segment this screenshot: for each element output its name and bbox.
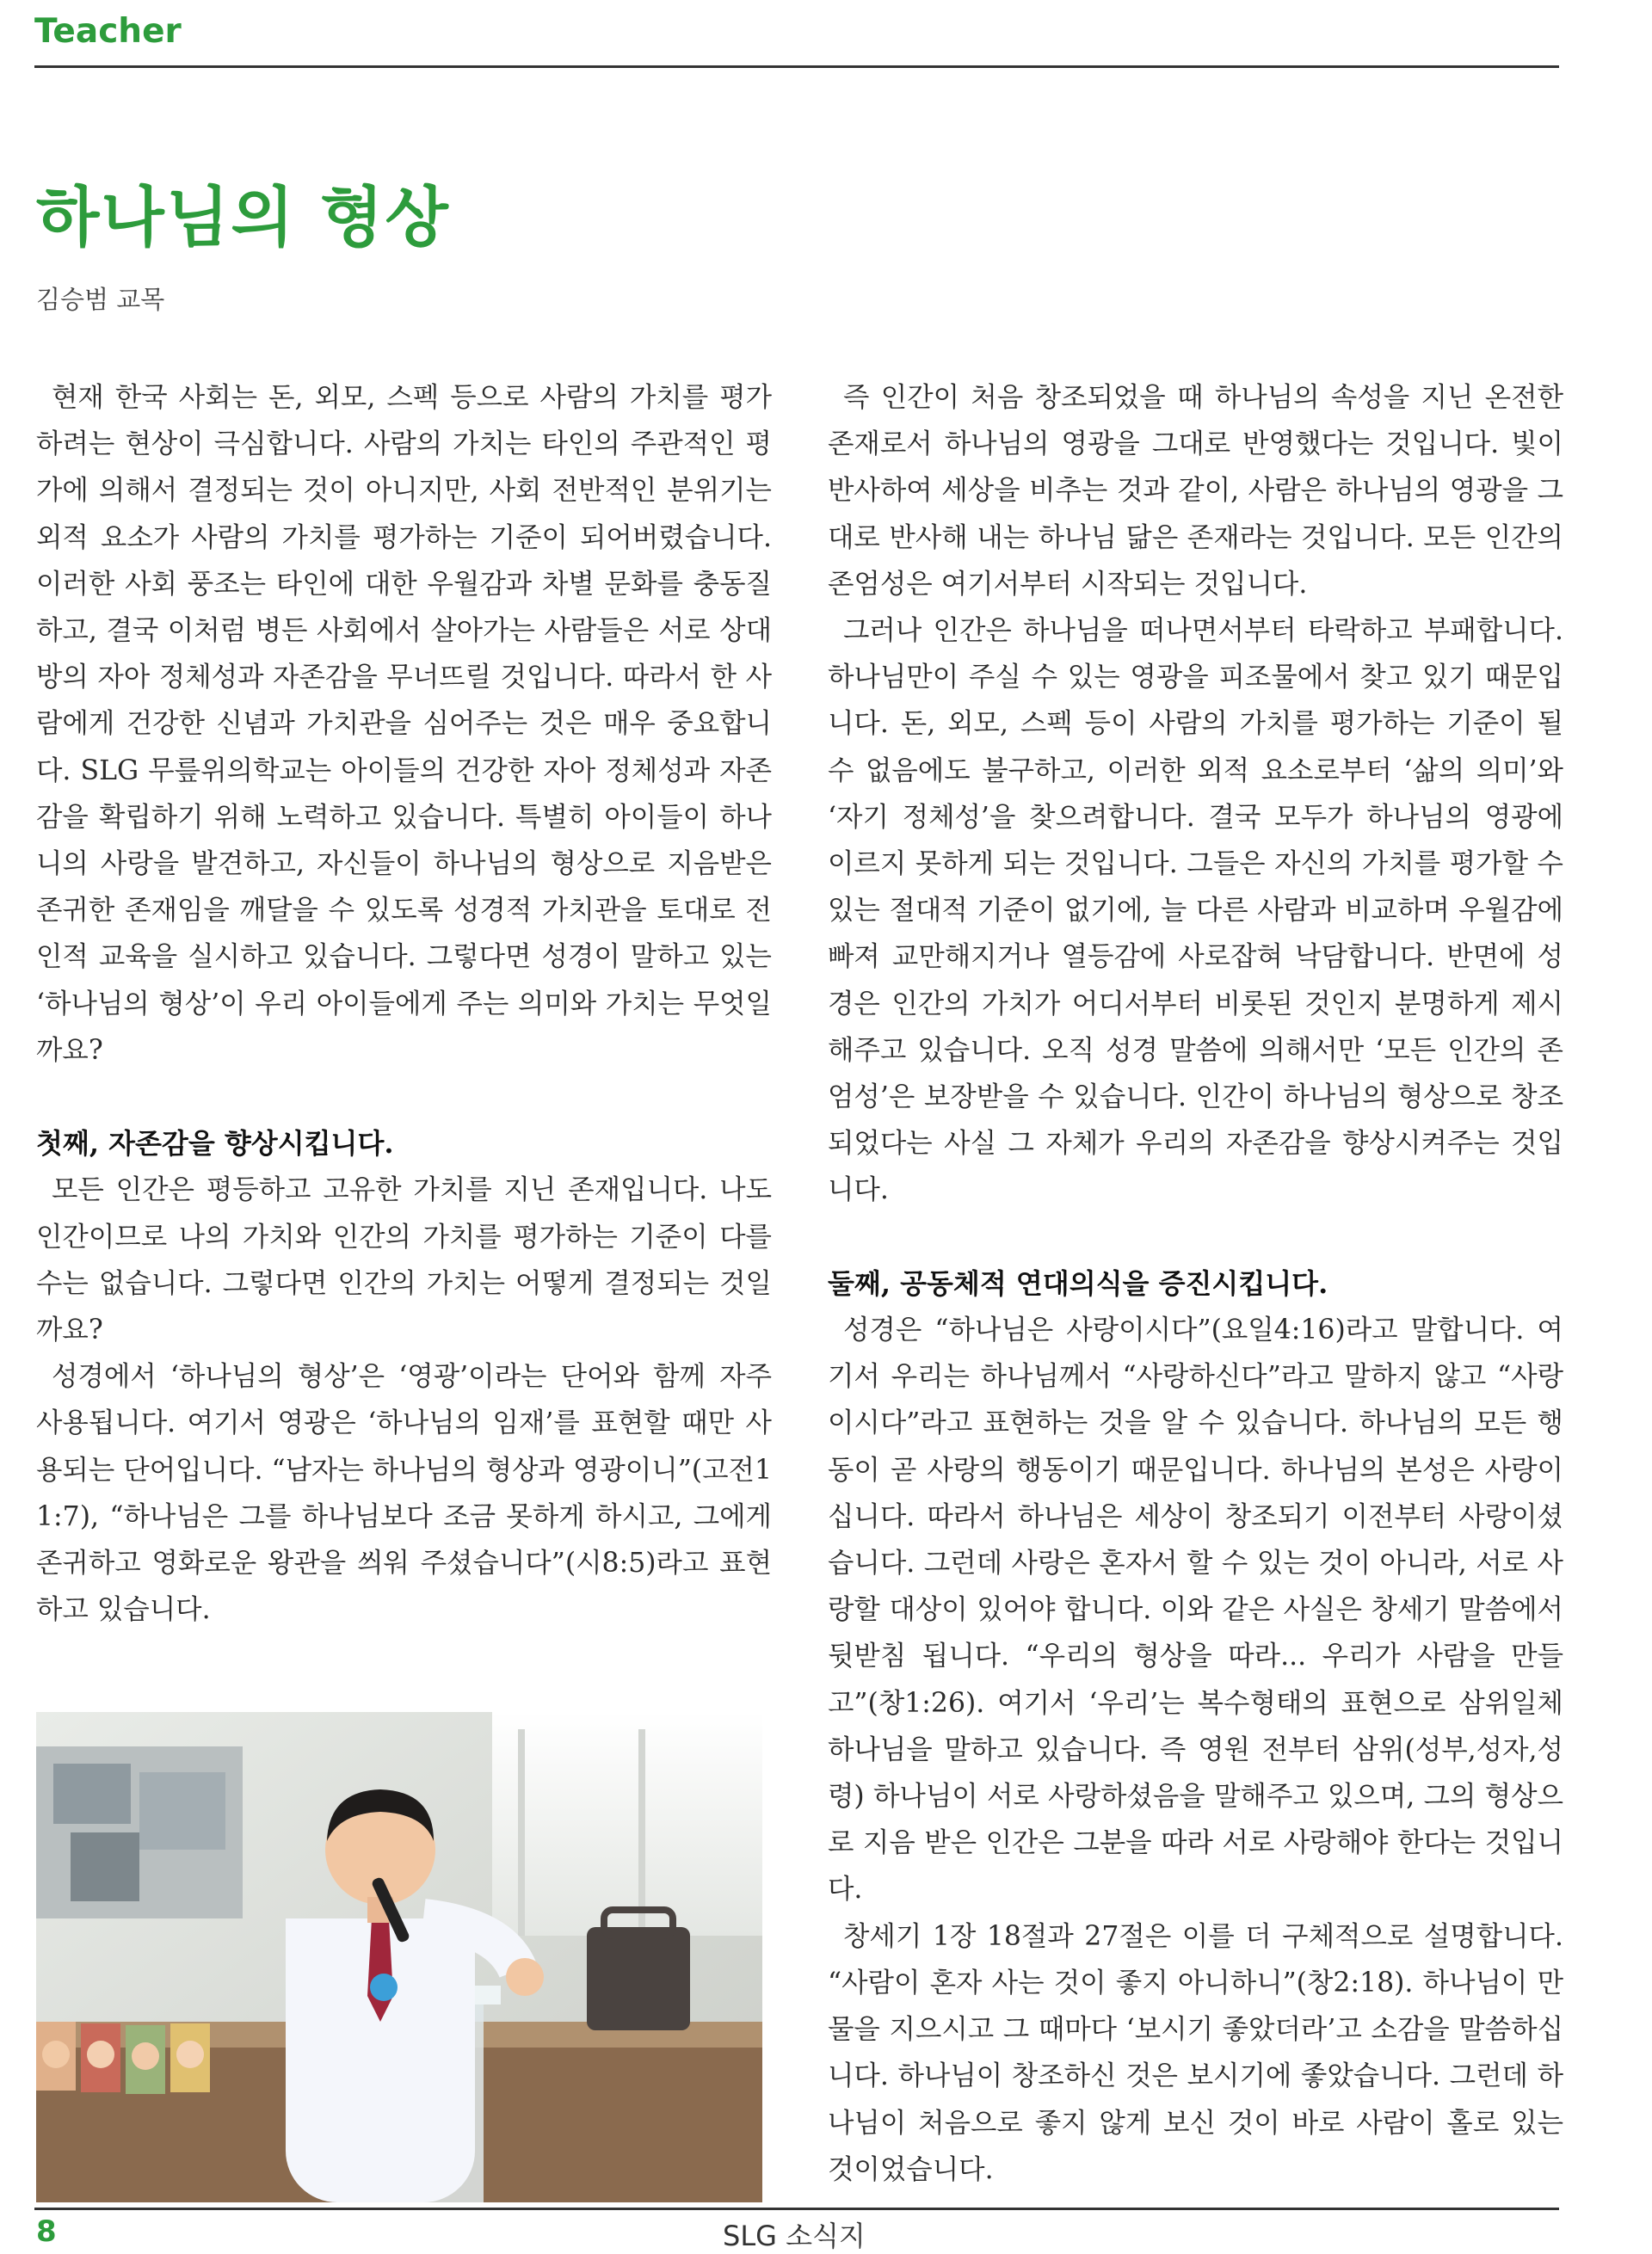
section-heading: 첫째, 자존감을 향상시킵니다. [36,1127,394,1161]
paragraph: 그러나 인간은 하나님을 떠나면서부터 타락하고 부패합니다. 하나님만이 주실 수 있는 영광을 피조물에서 찾고 있기 때문입니다. 돈, 외모, 스펙 등이 사람의 가치를 평가하는 기준이 될 수 없음에도 불구하고, 이러한 외적 요소로부터 ‘삶의 의미’와 ‘자기 정체성’을 찾으려합니다. 결국 모두가 하나님의 영광에 이르지 못하게 되는 것입니다. 그들은 자신의 가치를 평가할 수 있는 절대적 기준이 없기에, 늘 다른 사람과 비교하며 우월감에 빠져 교만해지거나 열등감에 사로잡혀 낙담합니다. 반면에 성경은 인간의 가치가 어디서부터 비롯된 것인지 분명하게 제시해주고 있습니다. 오직 성경 말씀에 의해서만 ‘모든 인간의 존엄성’은 보장받을 수 있습니다. 인간이 하나님의 형상으로 창조되었다는 사실 그 자체가 우리의 자존감을 향상시켜주는 것입니다. [828,615,1563,1206]
section-label: Teacher [34,12,182,51]
paragraph: 즉 인간이 처음 창조되었을 때 하나님의 속성을 지닌 온전한 존재로서 하나님의 영광을 그대로 반영했다는 것입니다. 빛이 반사하여 세상을 비추는 것과 같이, 사람은 하나님의 영광을 그대로 반사해 내는 하나님 닮은 존재라는 것입니다. 모든 인간의 존엄성은 여기서부터 시작되는 것입니다. [828,382,1563,600]
spacer [36,1074,772,1120]
article-title: 하나님의 형상 [36,179,450,256]
paragraph: 현재 한국 사회는 돈, 외모, 스펙 등으로 사람의 가치를 평가하려는 현상이 극심합니다. 사람의 가치는 타인의 주관적인 평가에 의해서 결정되는 것이 아니지만, 사회 전반적인 분위기는 외적 요소가 사람의 가치를 평가하는 기준이 되어버렸습니다. 이러한 사회 풍조는 타인에 대한 우월감과 차별 문화를 충동질하고, 결국 이처럼 병든 사회에서 살아가는 사람들은 서로 상대방의 자아 정체성과 자존감을 무너뜨릴 것입니다. 따라서 한 사람에게 건강한 신념과 가치관을 심어주는 것은 매우 중요합니다. SLG 무릎위의학교는 아이들의 건강한 자아 정체성과 자존감을 확립하기 위해 노력하고 있습니다. 특별히 아이들이 하나니의 사랑을 발견하고, 자신들이 하나님의 형상으로 지음받은 존귀한 존재임을 깨달을 수 있도록 성경적 가치관을 토대로 전인적 교육을 실시하고 있습니다. 그렇다면 성경이 말하고 있는 ‘하나님의 형상’이 우리 아이들에게 주는 의미와 가치는 무엇일까요? [36,382,772,1066]
top-divider [34,65,1559,68]
paragraph: 성경은 “하나님은 사랑이시다”(요일4:16)라고 말합니다. 여기서 우리는 하나님께서 “사랑하신다”라고 말하지 않고 “사랑이시다”라고 표현하는 것을 알 수 있습니다. 하나님의 모든 행동이 곧 사랑의 행동이기 때문입니다. 하나님의 본성은 사랑이십니다. 따라서 하나님은 세상이 창조되기 이전부터 사랑이셨습니다. 그런데 사랑은 혼자서 할 수 있는 것이 아니라, 서로 사랑할 대상이 있어야 합니다. 이와 같은 사실은 창세기 말씀에서 뒷받침 됩니다. “우리의 형상을 따라... 우리가 사람을 만들고”(창1:26). 여기서 ‘우리’는 복수형태의 표현으로 삼위일체 하나님을 말하고 있습니다. 즉 영원 전부터 삼위(성부,성자,성령) 하나님이 서로 사랑하셨음을 말해주고 있으며, 그의 형상으로 지음 받은 인간은 그분을 따라 서로 사랑해야 한다는 것입니다. [828,1315,1563,1906]
right-column [828,374,1563,2193]
section-heading: 둘째, 공동체적 연대의식을 증진시킵니다. [828,1266,1328,1300]
article-author: 김승범 교목 [36,285,165,314]
publication-title: SLG 소식지 [723,2220,866,2252]
bottom-divider [34,2208,1559,2210]
speaker-photo-icon [36,1712,762,2202]
paragraph: 창세기 1장 18절과 27절은 이를 더 구체적으로 설명합니다. “사람이 혼자 사는 것이 좋지 아니하니”(창2:18). 하나님이 만물을 지으시고 그 때마다 ‘보시기 좋았더라’고 소감을 말씀하십니다. 하나님이 창조하신 것은 보시기에 좋았습니다. 그런데 하나님이 처음으로 좋지 않게 보신 것이 바로 사람이 홀로 있는 것이었습니다. [828,1920,1563,2185]
page-number: 8 [36,2214,57,2249]
paragraph: 성경에서 ‘하나님의 형상’은 ‘영광’이라는 단어와 함께 자주 사용됩니다. 여기서 영광은 ‘하나님의 임재’를 표현할 때만 사용되는 단어입니다. “남자는 하나님의 형상과 영광이니”(고전11:7), “하나님은 그를 하나님보다 조금 못하게 하시고, 그에게 존귀하고 영화로운 왕관을 씌워 주셨습니다”(시8:5)라고 표현하고 있습니다. [36,1361,772,1626]
paragraph: 모든 인간은 평등하고 고유한 가치를 지닌 존재입니다. 나도 인간이므로 나의 가치와 인간의 가치를 평가하는 기준이 다를 수는 없습니다. 그렇다면 인간의 가치는 어떻게 결정되는 것일까요? [36,1174,772,1346]
left-column [36,374,772,1633]
speaker-photo [36,1712,762,2202]
spacer [828,1214,1563,1260]
